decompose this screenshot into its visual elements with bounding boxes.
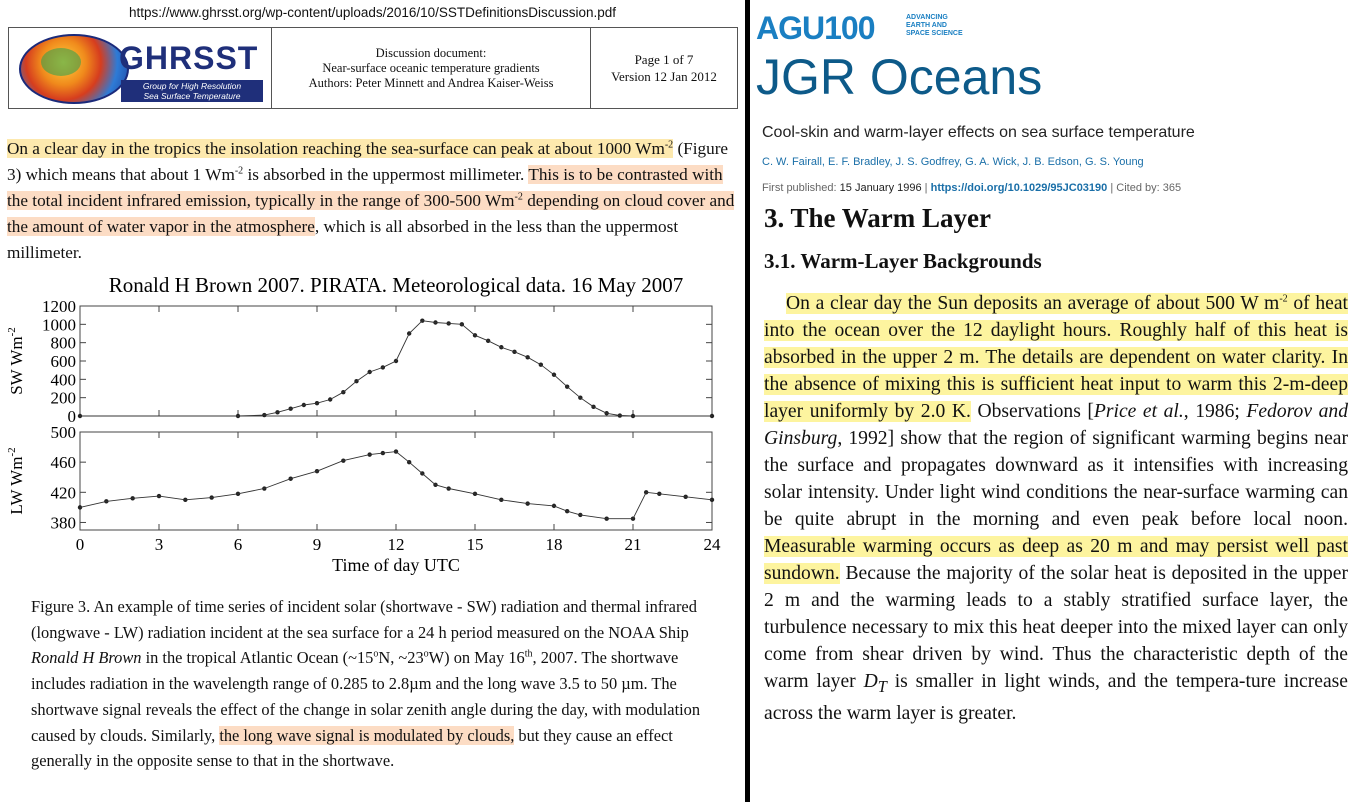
right-panel: [750, 0, 1358, 802]
page-info: [591, 28, 737, 108]
xtick-label: 3: [154, 535, 164, 554]
highlight-infrared: This is to be contrasted with the total incident infrared emission, typically in the range of 300-500 $Wm^{-2}$ depending on cloud cover and the amount of water vapor in the atmosphere: [7, 165, 735, 236]
chart-title: Ronald H Brown 2007. PIRATA. Meteorological data. 16 May 2007: [108, 273, 684, 297]
article-title: Cool-skin and warm-layer effects on sea surface temperature: [762, 124, 1195, 141]
sw-ytick-label: 1000: [42, 315, 76, 335]
figure-3-chart: [0, 268, 745, 593]
lw-ylabel: LW $Wm^{-2}$: [6, 447, 26, 515]
xtick-label: 21: [624, 535, 642, 554]
intro-paragraph: On a clear day in the tropics the insolation reaching the sea-surface can peak at about 1000 $Wm^{-2}$ (Figure 3) which means that about 1 $Wm^{-2}$ is absorbed in the uppermost millimeter. This is to be contrasted with the total incident infrared emission, typically in the range of 300-500 $Wm^{-2}$ depending on cloud cover and the amount of water vapor in the atmosphere, which is all absorbed in the less than the uppermost millimeter.: [7, 139, 735, 262]
sw-ytick-label: 200: [50, 388, 76, 408]
lw-ytick-label: 500: [50, 423, 76, 442]
subsection-heading: 3.1. Warm-Layer Backgrounds: [764, 249, 1042, 273]
section-heading: 3. The Warm Layer: [764, 203, 991, 233]
source-url[interactable]: https://www.ghrsst.org/wp-content/uploads/2016/10/SSTDefinitionsDiscussion.pdf: [128, 5, 616, 20]
xtick-label: 9: [312, 535, 322, 554]
doc-title: Near-surface oceanic temperature gradients: [322, 60, 540, 75]
lw-series-line: [80, 452, 712, 519]
agu100-logo[interactable]: AGU100: [756, 10, 875, 46]
highlight-insolation: On a clear day in the tropics the insolation reaching the sea-surface can peak at about 1000 $Wm^{-2}$: [7, 139, 674, 158]
doc-type: Discussion document:: [375, 45, 487, 60]
sw-ytick-label: 600: [50, 352, 76, 371]
doi-link[interactable]: https://doi.org/10.1029/95JC03190: [930, 182, 1108, 194]
sw-ytick-label: 400: [50, 370, 76, 390]
agu-tagline: ADVANCING EARTH AND SPACE SCIENCE: [906, 14, 963, 37]
article-meta: First published: 15 January 1996 | https://doi.org/10.1029/95JC03190 | Cited by: 365: [762, 182, 1182, 194]
sw-ytick-label: 0: [67, 407, 76, 426]
xtick-label: 24: [703, 535, 721, 554]
highlight-measurable-warming: Measurable warming occurs as deep as 20 m and may persist well past sundown.: [764, 536, 1348, 584]
publish-date: 15 January 1996: [839, 182, 922, 194]
xtick-label: 15: [466, 535, 484, 554]
version: Version 12 Jan 2012: [611, 69, 717, 84]
xtick-label: 12: [387, 535, 405, 554]
lw-ytick-label: 420: [50, 483, 76, 503]
lw-ytick-label: 380: [50, 513, 76, 533]
xtick-label: 0: [75, 535, 85, 554]
logo-title: GHRSST: [119, 40, 259, 76]
journal-name[interactable]: JGR Oceans: [756, 49, 1043, 105]
page-number: Page 1 of 7: [634, 52, 694, 67]
xtick-label: 6: [233, 535, 243, 554]
cited-by: Cited by: 365: [1116, 182, 1182, 194]
lw-ytick-label: 460: [50, 453, 76, 473]
x-axis-label: Time of day UTC: [332, 555, 460, 575]
sw-ytick-label: 1200: [42, 297, 76, 316]
doc-authors: Authors: Peter Minnett and Andrea Kaiser-Weiss: [308, 75, 554, 90]
highlight-longwave: the long wave signal is modulated by clouds,: [219, 725, 515, 745]
globe-icon: [19, 34, 129, 104]
sw-ytick-label: 800: [50, 333, 76, 353]
ghrsst-logo: [9, 28, 272, 108]
xtick-label: 18: [545, 535, 563, 554]
logo-subtitle: Group for High Resolution Sea Surface Temperature: [121, 80, 263, 102]
document-header: [8, 27, 738, 109]
sw-series-line: [80, 321, 712, 416]
warm-layer-paragraph: On a clear day the Sun deposits an average of about 500 W $m^{-2}$ of heat into the ocean over the 12 daylight hours. Roughly half of this heat is absorbed in the upper 2 m. The details are dependent on water clarity. In the absence of mixing this is sufficient heat input to warm this 2-m-deep layer uniformly by 2.0 K. Observations [Price et al., 1986; Fedorov and Ginsburg, 1992] show that the region of significant warming begins near the surface and propagates downward as it intensifies with increasing solar intensity. Under light wind conditions the near-surface warming can be quite abrupt in the morning and even peak before local noon. Measurable warming occurs as deep as 20 m and may persist well past sundown. Because the majority of the solar heat is deposited in the upper 2 m and the warming leads to a stably stratified surface layer, the turbulence necessary to mix this heat deeper into the mixed layer can only come from shear driven by wind. Thus the characteristic depth of the warm layer $D_T$ is smaller in light winds, and the tempera-ture increase across the warm layer is greater.: [764, 293, 1348, 724]
doc-info: [272, 28, 591, 108]
highlight-sun-deposit: On a clear day the Sun deposits an average of about 500 W $m^{-2}$ of heat into the ocean over the 12 daylight hours. Roughly half of this heat is absorbed in the upper 2 m. The details are dependent on water clarity. In the absence of mixing this is sufficient heat input to warm this 2-m-deep layer uniformly by 2.0 K.: [764, 293, 1348, 422]
sw-ylabel: SW $Wm^{-2}$: [6, 327, 26, 395]
author-list[interactable]: C. W. Fairall, E. F. Bradley, J. S. Godfrey, G. A. Wick, J. B. Edson, G. S. Young: [762, 156, 1144, 168]
chart-svg: [0, 268, 745, 593]
lw-plot-frame: [80, 432, 712, 530]
figure-caption: Figure 3. An example of time series of incident solar (shortwave - SW) radiation and thermal infrared (longwave - LW) radiation incident at the sea surface for a 24 h period measured on the NOAA Ship Ronald H Brown in the tropical Atlantic Ocean (~15$^o$N, ~23$^o$W) on May 16th, 2007. The shortwave includes radiation in the wavelength range of 0.285 to 2.8µm and the long wave 3.5 to 50 µm. The shortwave signal reveals the effect of the change in solar zenith angle during the day, with modulation caused by clouds. Similarly, the long wave signal is modulated by clouds, but they cause an effect generally in the opposite sense to that in the shortwave.: [31, 597, 701, 771]
